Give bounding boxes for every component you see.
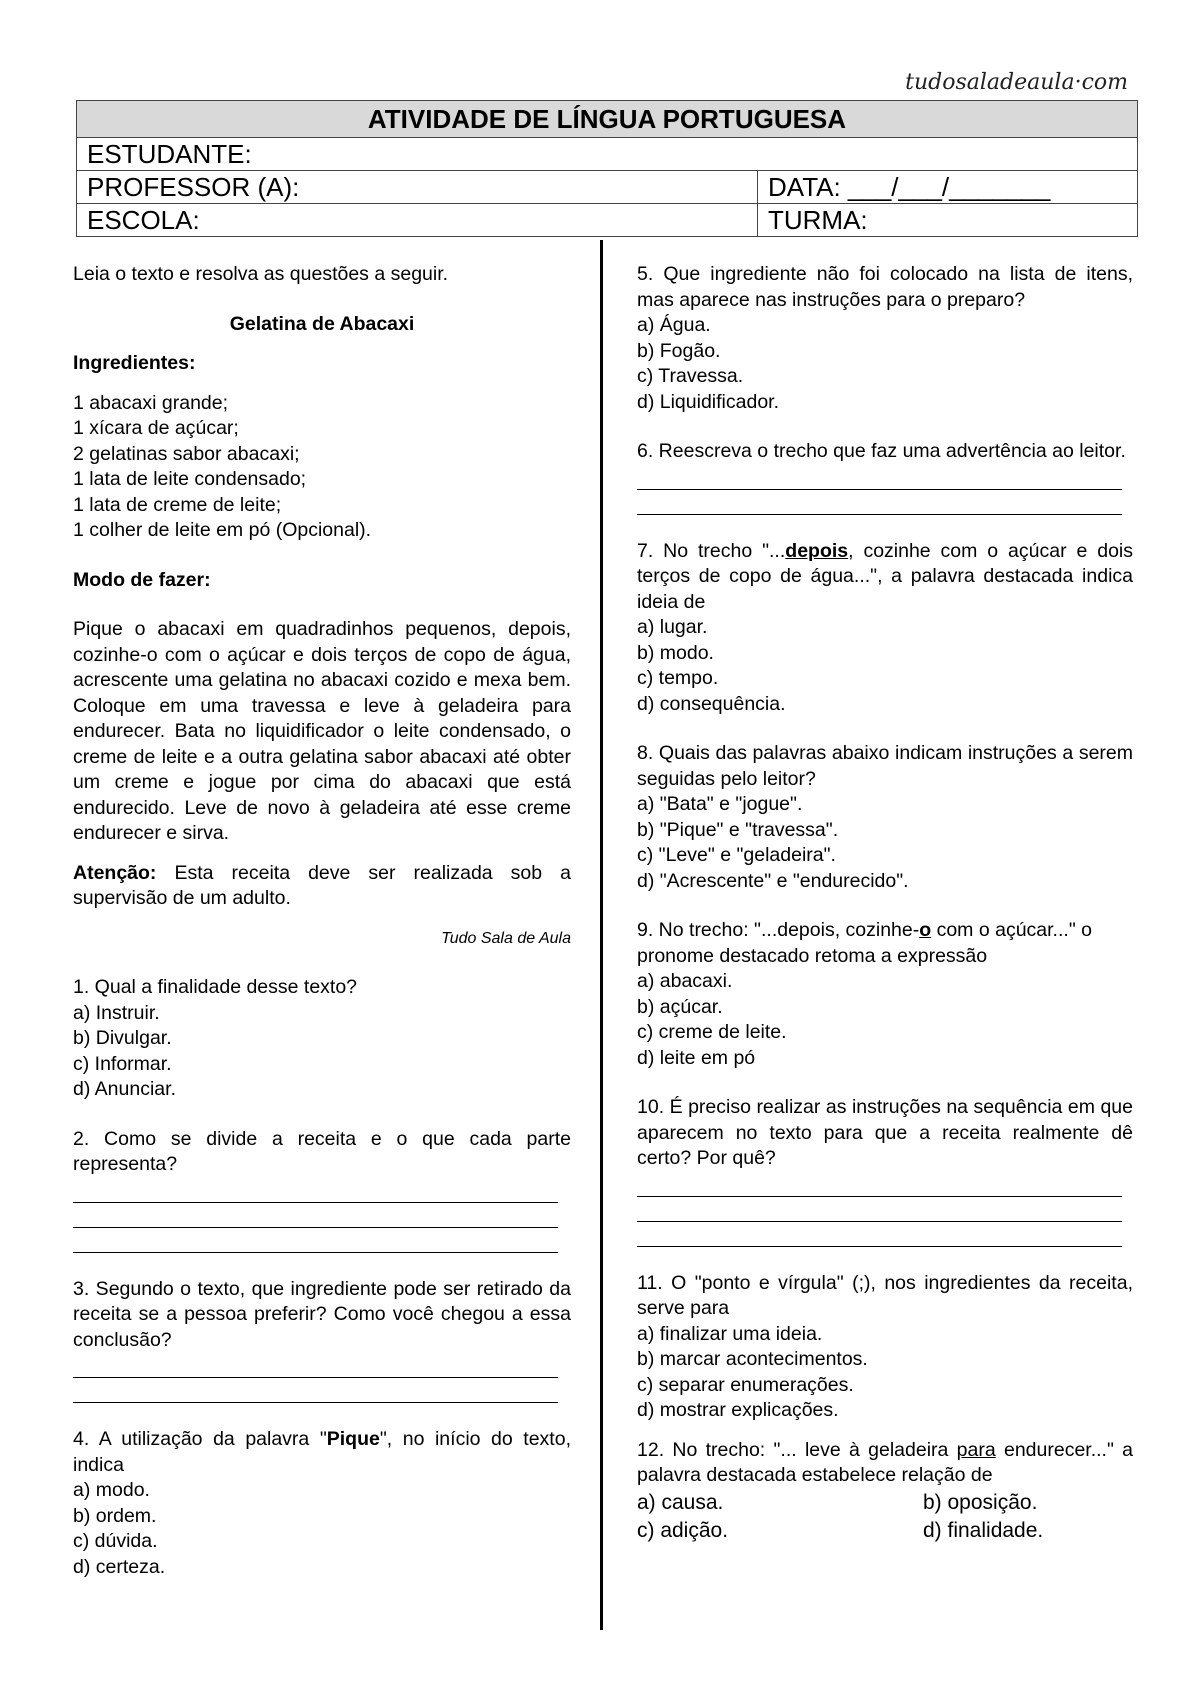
- q1-option[interactable]: b) Divulgar.: [73, 1027, 172, 1049]
- q1-option[interactable]: d) Anunciar.: [73, 1078, 176, 1100]
- answer-line[interactable]: [637, 1172, 1122, 1197]
- site-watermark: tudosaladeaula·com: [905, 70, 1128, 95]
- q8-option[interactable]: c) "Leve" e "geladeira".: [637, 844, 836, 866]
- ingredient-item: 1 colher de leite em pó (Opcional).: [73, 519, 372, 541]
- ingredient-item: 2 gelatinas sabor abacaxi;: [73, 442, 300, 465]
- method-heading: Modo de fazer:: [73, 568, 211, 591]
- q12-highlight-word: para: [956, 1438, 996, 1461]
- q12-options-grid: [637, 1489, 1133, 1545]
- q1-option[interactable]: c) Informar.: [73, 1052, 172, 1075]
- q4-option[interactable]: b) ordem.: [73, 1504, 157, 1527]
- q4-option[interactable]: c) dúvida.: [73, 1530, 158, 1552]
- q12-option[interactable]: b) oposição.: [923, 1490, 1038, 1514]
- question-3: 3. Segundo o texto, que ingrediente pode ser retirado da receita se a pessoa preferir? Como você chegou a essa conclusão?: [73, 1277, 571, 1351]
- method-text: Pique o abacaxi em quadradinhos pequenos, depois, cozinhe-o com o açúcar e dois terços de copo de água, acrescente uma gelatina no abacaxi cozido e mexa bem. Coloque em uma travessa e leve à geladeira para endurecer. Bata no liquidificador o leite condensado, o creme de leite e a outra gelatina sabor abacaxi até obter um creme e jogue por cima do abacaxi que está endurecido. Leve de novo à geladeira até esse creme endurecer e sirva.: [73, 618, 571, 844]
- question-10: 10. É preciso realizar as instruções na sequência em que aparecem no texto para que a receita realmente dê certo? Por quê?: [637, 1096, 1133, 1169]
- answer-line[interactable]: [73, 1178, 558, 1203]
- q4-highlight-word: Pique: [326, 1428, 380, 1450]
- question-12: 12. No trecho: "... leve à geladeira para endurecer..." a palavra destacada estabelece relação de: [637, 1438, 1134, 1486]
- q5-option[interactable]: a) Água.: [637, 314, 711, 336]
- warning-label: Atenção:: [73, 861, 157, 884]
- q1-option[interactable]: a) Instruir.: [73, 1001, 160, 1024]
- right-column: [637, 262, 1133, 1545]
- ingredient-item: 1 lata de creme de leite;: [73, 493, 282, 516]
- q9-option[interactable]: d) leite em pó: [637, 1046, 756, 1069]
- ingredient-item: 1 lata de leite condensado;: [73, 468, 307, 490]
- answer-line[interactable]: [73, 1203, 558, 1228]
- ingredients-heading: Ingredientes:: [73, 352, 196, 374]
- answer-line[interactable]: [637, 465, 1122, 490]
- question-5: 5. Que ingrediente não foi colocado na lista de itens, mas aparece nas instruções para o preparo?: [637, 263, 1133, 311]
- q9-option[interactable]: c) creme de leite.: [637, 1021, 787, 1043]
- date-field[interactable]: DATA: ___/___/_______: [758, 171, 1138, 204]
- q5-option[interactable]: c) Travessa.: [637, 365, 744, 387]
- column-divider: [600, 240, 603, 1630]
- answer-line[interactable]: [637, 1197, 1122, 1222]
- recipe-title: Gelatina de Abacaxi: [229, 312, 415, 335]
- q4-option[interactable]: a) modo.: [73, 1479, 150, 1501]
- q8-option[interactable]: a) "Bata" e "jogue".: [637, 793, 803, 815]
- question-7: 7. No trecho "...depois, cozinhe com o açúcar e dois terços de copo de água...", a palavra destacada indica ideia de: [637, 539, 1133, 613]
- school-field[interactable]: ESCOLA:: [77, 204, 758, 237]
- teacher-field[interactable]: PROFESSOR (A):: [77, 171, 758, 204]
- text-credit: Tudo Sala de Aula: [441, 929, 571, 947]
- question-8: 8. Quais das palavras abaixo indicam instruções a serem seguidas pelo leitor?: [637, 742, 1133, 790]
- q9-highlight-word: o: [919, 919, 932, 941]
- left-column: [73, 262, 571, 1580]
- q12-option[interactable]: a) causa.: [637, 1490, 724, 1514]
- question-9: 9. No trecho: "...depois, cozinhe-o com o açúcar..." o pronome destacado retoma a expressão: [637, 919, 1092, 967]
- question-1: 1. Qual a finalidade desse texto?: [73, 976, 358, 998]
- q8-option[interactable]: b) "Pique" e "travessa".: [637, 818, 839, 841]
- ingredient-item: 1 abacaxi grande;: [73, 391, 229, 414]
- q7-option[interactable]: a) lugar.: [637, 616, 708, 638]
- ingredient-item: 1 xícara de açúcar;: [73, 417, 239, 439]
- class-field[interactable]: TURMA:: [758, 204, 1138, 237]
- header-table: [76, 100, 1138, 237]
- intro-text: Leia o texto e resolva as questões a seguir.: [73, 263, 449, 285]
- q9-option[interactable]: a) abacaxi.: [637, 970, 733, 992]
- q12-option[interactable]: d) finalidade.: [923, 1518, 1044, 1542]
- answer-line[interactable]: [73, 1228, 558, 1253]
- q4-option[interactable]: d) certeza.: [73, 1555, 166, 1578]
- question-6: 6. Reescreva o trecho que faz uma advertência ao leitor.: [637, 440, 1126, 462]
- q7-option[interactable]: c) tempo.: [637, 667, 719, 689]
- question-2: 2. Como se divide a receita e o que cada parte representa?: [73, 1127, 571, 1175]
- answer-line[interactable]: [73, 1378, 558, 1403]
- answer-line[interactable]: [637, 490, 1122, 515]
- page-title: ATIVIDADE DE LÍNGUA PORTUGUESA: [77, 101, 1138, 138]
- q7-option[interactable]: d) consequência.: [637, 692, 786, 715]
- q11-option[interactable]: d) mostrar explicações.: [637, 1399, 839, 1421]
- question-11: 11. O "ponto e vírgula" (;), nos ingredientes da receita, serve para: [637, 1271, 1133, 1319]
- q9-option[interactable]: b) açúcar.: [637, 995, 723, 1018]
- student-field[interactable]: ESTUDANTE:: [77, 138, 1138, 171]
- q12-option[interactable]: c) adição.: [637, 1518, 729, 1542]
- answer-line[interactable]: [73, 1353, 558, 1378]
- q5-option[interactable]: b) Fogão.: [637, 339, 721, 362]
- q11-option[interactable]: b) marcar acontecimentos.: [637, 1348, 868, 1370]
- q7-option[interactable]: b) modo.: [637, 641, 714, 664]
- answer-line[interactable]: [637, 1222, 1122, 1247]
- q11-option[interactable]: c) separar enumerações.: [637, 1373, 854, 1396]
- warning-text: Esta receita deve ser realizada sob a supervisão de um adulto.: [73, 861, 571, 909]
- q8-option[interactable]: d) "Acrescente" e "endurecido".: [637, 869, 909, 892]
- q7-highlight-word: depois: [785, 539, 849, 562]
- warning-paragraph: [73, 861, 571, 912]
- q11-option[interactable]: a) finalizar uma ideia.: [637, 1322, 823, 1345]
- question-4: 4. A utilização da palavra "Pique", no início do texto, indica: [73, 1428, 571, 1476]
- q5-option[interactable]: d) Liquidificador.: [637, 390, 780, 413]
